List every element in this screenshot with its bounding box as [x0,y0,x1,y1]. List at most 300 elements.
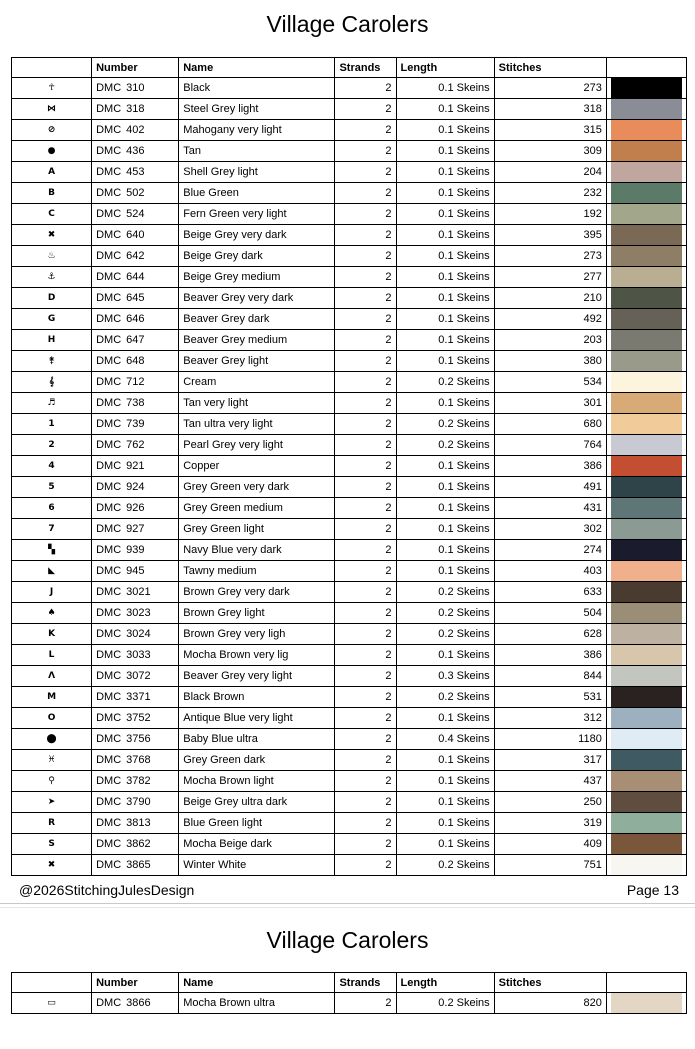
color-swatch [611,393,682,413]
color-swatch [611,330,682,350]
color-swatch-cell [606,414,686,435]
thread-name: Beaver Grey very light [179,666,335,687]
thread-name: Beaver Grey light [179,351,335,372]
color-swatch-cell [606,183,686,204]
header-length: Length [396,973,494,993]
table-row [12,225,687,246]
color-swatch-cell [606,204,686,225]
stitch-symbol-icon: ▭ [12,993,92,1014]
thread-number [92,288,179,309]
thread-number [92,330,179,351]
thread-number [92,393,179,414]
stitch-symbol-icon: 5 [12,477,92,498]
color-swatch-cell [606,498,686,519]
color-swatch [611,561,682,581]
thread-stitches: 820 [494,993,606,1014]
color-swatch [611,99,682,119]
thread-code: 310 [126,82,145,94]
page-separator-shadow [0,907,695,908]
thread-strands: 2 [335,771,396,792]
color-swatch-cell [606,834,686,855]
thread-name: Beaver Grey medium [179,330,335,351]
thread-length: 0.1 Skeins [396,645,494,666]
header-color [606,973,686,993]
thread-brand: DMC [96,124,122,136]
table-row [12,993,687,1014]
stitch-symbol-icon: ⊘ [12,120,92,141]
thread-length: 0.1 Skeins [396,498,494,519]
thread-name: Grey Green medium [179,498,335,519]
color-swatch-cell [606,162,686,183]
thread-stitches: 274 [494,540,606,561]
thread-length: 0.1 Skeins [396,120,494,141]
thread-legend-table-2 [11,972,687,1014]
thread-stitches: 492 [494,309,606,330]
thread-brand: DMC [96,82,122,94]
thread-strands: 2 [335,183,396,204]
table-row [12,99,687,120]
thread-stitches: 764 [494,435,606,456]
color-swatch-cell [606,477,686,498]
thread-brand: DMC [96,481,122,493]
thread-stitches: 318 [494,99,606,120]
stitch-symbol-icon: 6 [12,498,92,519]
thread-brand: DMC [96,523,122,535]
thread-number [92,477,179,498]
thread-number [92,120,179,141]
thread-number [92,540,179,561]
header-name: Name [179,58,335,78]
page-separator [0,903,695,904]
table-row [12,855,687,876]
thread-length: 0.1 Skeins [396,750,494,771]
color-swatch-cell [606,750,686,771]
thread-number [92,561,179,582]
thread-brand: DMC [96,754,122,766]
color-swatch [611,267,682,287]
thread-code: 645 [126,292,145,304]
thread-stitches: 437 [494,771,606,792]
thread-name: Mocha Brown light [179,771,335,792]
thread-brand: DMC [96,796,122,808]
thread-code: 453 [126,166,145,178]
thread-code: 642 [126,250,145,262]
stitch-symbol-icon: ♨ [12,246,92,267]
thread-number [92,372,179,393]
page-number: Page 13 [626,882,679,898]
thread-stitches: 380 [494,351,606,372]
color-swatch-cell [606,624,686,645]
table-row [12,708,687,729]
thread-brand: DMC [96,166,122,178]
stitch-symbol-icon: ✖ [12,225,92,246]
color-swatch [611,582,682,602]
thread-name: Beige Grey dark [179,246,335,267]
table-row [12,603,687,624]
thread-brand: DMC [96,997,122,1009]
thread-name: Tan [179,141,335,162]
color-swatch [611,78,682,98]
thread-length: 0.2 Skeins [396,624,494,645]
color-swatch-cell [606,456,686,477]
thread-number [92,855,179,876]
table-row [12,582,687,603]
thread-number [92,834,179,855]
thread-brand: DMC [96,187,122,199]
table-row [12,267,687,288]
thread-stitches: 273 [494,246,606,267]
color-swatch [611,288,682,308]
thread-length: 0.2 Skeins [396,414,494,435]
thread-name: Winter White [179,855,335,876]
color-swatch [611,993,682,1013]
thread-number [92,708,179,729]
thread-length: 0.1 Skeins [396,708,494,729]
thread-strands: 2 [335,792,396,813]
stitch-symbol-icon: Λ [12,666,92,687]
thread-number [92,750,179,771]
stitch-symbol-icon: ⚲ [12,771,92,792]
table-row [12,750,687,771]
thread-number [92,603,179,624]
thread-name: Beaver Grey dark [179,309,335,330]
thread-number [92,204,179,225]
thread-strands: 2 [335,393,396,414]
stitch-symbol-icon: 4 [12,456,92,477]
stitch-symbol-icon: J [12,582,92,603]
thread-name: Beige Grey very dark [179,225,335,246]
stitch-symbol-icon: ✖ [12,855,92,876]
thread-brand: DMC [96,670,122,682]
thread-strands: 2 [335,582,396,603]
thread-code: 3865 [126,859,151,871]
thread-brand: DMC [96,271,122,283]
thread-number [92,729,179,750]
thread-length: 0.1 Skeins [396,204,494,225]
thread-strands: 2 [335,225,396,246]
table-row [12,456,687,477]
thread-code: 402 [126,124,145,136]
thread-strands: 2 [335,834,396,855]
thread-name: Blue Green light [179,813,335,834]
table-row [12,141,687,162]
thread-brand: DMC [96,250,122,262]
thread-number [92,435,179,456]
thread-number [92,99,179,120]
thread-strands: 2 [335,435,396,456]
thread-length: 0.1 Skeins [396,246,494,267]
color-swatch-cell [606,561,686,582]
thread-stitches: 232 [494,183,606,204]
thread-number [92,687,179,708]
thread-strands: 2 [335,561,396,582]
header-color [606,58,686,78]
page-title-2: Village Carolers [266,927,429,953]
color-swatch-cell [606,225,686,246]
color-swatch-cell [606,993,686,1014]
color-swatch-cell [606,666,686,687]
table-row [12,624,687,645]
thread-strands: 2 [335,666,396,687]
thread-strands: 2 [335,288,396,309]
thread-length: 0.1 Skeins [396,456,494,477]
thread-name: Mahogany very light [179,120,335,141]
thread-strands: 2 [335,162,396,183]
color-swatch-cell [606,519,686,540]
thread-length: 0.1 Skeins [396,540,494,561]
thread-length: 0.1 Skeins [396,288,494,309]
thread-strands: 2 [335,855,396,876]
color-swatch [611,813,682,833]
header-name: Name [179,973,335,993]
thread-name: Copper [179,456,335,477]
thread-stitches: 204 [494,162,606,183]
stitch-symbol-icon: C [12,204,92,225]
thread-code: 3752 [126,712,151,724]
color-swatch [611,729,682,749]
thread-length: 0.2 Skeins [396,435,494,456]
thread-stitches: 301 [494,393,606,414]
color-swatch [611,309,682,329]
color-swatch [611,645,682,665]
thread-number [92,813,179,834]
thread-strands: 2 [335,729,396,750]
stitch-symbol-icon: R [12,813,92,834]
table-row [12,540,687,561]
thread-length: 0.1 Skeins [396,225,494,246]
color-swatch [611,204,682,224]
copyright-text: @2026StitchingJulesDesign [19,882,195,898]
color-swatch [611,414,682,434]
thread-strands: 2 [335,120,396,141]
thread-brand: DMC [96,229,122,241]
thread-brand: DMC [96,817,122,829]
thread-strands: 2 [335,624,396,645]
thread-stitches: 210 [494,288,606,309]
thread-length: 0.2 Skeins [396,582,494,603]
thread-code: 939 [126,544,145,556]
table-header-row [12,973,687,993]
thread-number [92,582,179,603]
stitch-symbol-icon: L [12,645,92,666]
table-row [12,477,687,498]
thread-name: Brown Grey very ligh [179,624,335,645]
table-row [12,687,687,708]
table-row [12,78,687,99]
header-strands: Strands [335,58,396,78]
thread-strands: 2 [335,477,396,498]
thread-number [92,351,179,372]
thread-number [92,456,179,477]
table-row [12,204,687,225]
thread-name: Brown Grey light [179,603,335,624]
thread-code: 318 [126,103,145,115]
thread-code: 646 [126,313,145,325]
table-header-row [12,58,687,78]
thread-code: 502 [126,187,145,199]
thread-code: 712 [126,376,145,388]
thread-brand: DMC [96,313,122,325]
page-title: Village Carolers [266,11,429,37]
stitch-symbol-icon: ▚ [12,540,92,561]
thread-number [92,792,179,813]
table-row [12,729,687,750]
stitch-symbol-icon: ➤ [12,792,92,813]
thread-name: Brown Grey very dark [179,582,335,603]
header-strands: Strands [335,973,396,993]
thread-name: Antique Blue very light [179,708,335,729]
thread-stitches: 317 [494,750,606,771]
thread-brand: DMC [96,838,122,850]
color-swatch-cell [606,141,686,162]
color-swatch-cell [606,855,686,876]
thread-length: 0.3 Skeins [396,666,494,687]
thread-stitches: 250 [494,792,606,813]
stitch-symbol-icon: ♬ [12,393,92,414]
thread-code: 738 [126,397,145,409]
thread-stitches: 319 [494,813,606,834]
table-row [12,414,687,435]
thread-stitches: 312 [494,708,606,729]
thread-name: Cream [179,372,335,393]
table-row [12,288,687,309]
table-row [12,498,687,519]
stitch-symbol-icon: O [12,708,92,729]
thread-brand: DMC [96,691,122,703]
thread-strands: 2 [335,750,396,771]
thread-code: 927 [126,523,145,535]
thread-strands: 2 [335,309,396,330]
stitch-symbol-icon: ◣ [12,561,92,582]
thread-brand: DMC [96,103,122,115]
thread-code: 739 [126,418,145,430]
color-swatch-cell [606,729,686,750]
table-row [12,792,687,813]
thread-strands: 2 [335,519,396,540]
thread-name: Beige Grey ultra dark [179,792,335,813]
color-swatch-cell [606,309,686,330]
stitch-symbol-icon: K [12,624,92,645]
thread-stitches: 504 [494,603,606,624]
color-swatch-cell [606,603,686,624]
thread-number [92,78,179,99]
thread-code: 3371 [126,691,151,703]
thread-code: 945 [126,565,145,577]
color-swatch-cell [606,813,686,834]
thread-length: 0.1 Skeins [396,393,494,414]
color-swatch [611,477,682,497]
color-swatch-cell [606,792,686,813]
stitch-symbol-icon: ⋈ [12,99,92,120]
thread-number [92,141,179,162]
color-swatch-cell [606,372,686,393]
stitch-symbol-icon: D [12,288,92,309]
thread-brand: DMC [96,502,122,514]
stitch-symbol-icon: ♓ [12,750,92,771]
thread-number [92,624,179,645]
thread-code: 3866 [126,997,151,1009]
header-stitches: Stitches [494,58,606,78]
thread-name: Mocha Beige dark [179,834,335,855]
color-swatch-cell [606,771,686,792]
stitch-symbol-icon: ⬤ [12,729,92,750]
thread-number [92,309,179,330]
stitch-symbol-icon: 7 [12,519,92,540]
thread-brand: DMC [96,292,122,304]
thread-length: 0.1 Skeins [396,99,494,120]
thread-length: 0.1 Skeins [396,162,494,183]
stitch-symbol-icon: 2 [12,435,92,456]
thread-strands: 2 [335,687,396,708]
thread-name: Tan ultra very light [179,414,335,435]
thread-strands: 2 [335,813,396,834]
thread-code: 921 [126,460,145,472]
thread-stitches: 628 [494,624,606,645]
color-swatch [611,141,682,161]
thread-number [92,498,179,519]
thread-strands: 2 [335,372,396,393]
color-swatch-cell [606,120,686,141]
table-row [12,771,687,792]
header-number: Number [92,58,179,78]
stitch-symbol-icon: ♠ [12,603,92,624]
color-swatch-cell [606,351,686,372]
thread-stitches: 1180 [494,729,606,750]
thread-length: 0.2 Skeins [396,603,494,624]
thread-name: Grey Green very dark [179,477,335,498]
thread-stitches: 277 [494,267,606,288]
thread-name: Beige Grey medium [179,267,335,288]
table-row [12,666,687,687]
color-swatch [611,246,682,266]
thread-brand: DMC [96,145,122,157]
thread-length: 0.1 Skeins [396,351,494,372]
stitch-symbol-icon: G [12,309,92,330]
thread-name: Mocha Brown very lig [179,645,335,666]
table-row [12,372,687,393]
table-row [12,561,687,582]
thread-number [92,267,179,288]
color-swatch-cell [606,687,686,708]
thread-number [92,414,179,435]
stitch-symbol-icon: ⚵ [12,351,92,372]
stitch-symbol-icon: ☥ [12,78,92,99]
thread-stitches: 386 [494,645,606,666]
thread-stitches: 386 [494,456,606,477]
thread-strands: 2 [335,645,396,666]
thread-stitches: 531 [494,687,606,708]
color-swatch-cell [606,645,686,666]
color-swatch [611,666,682,686]
thread-name: Steel Grey light [179,99,335,120]
thread-length: 0.1 Skeins [396,141,494,162]
color-swatch-cell [606,330,686,351]
thread-code: 3072 [126,670,151,682]
thread-code: 3813 [126,817,151,829]
thread-stitches: 633 [494,582,606,603]
thread-code: 3782 [126,775,151,787]
thread-strands: 2 [335,456,396,477]
thread-name: Tan very light [179,393,335,414]
thread-strands: 2 [335,603,396,624]
table-row [12,519,687,540]
thread-stitches: 395 [494,225,606,246]
thread-strands: 2 [335,330,396,351]
thread-stitches: 203 [494,330,606,351]
thread-name: Navy Blue very dark [179,540,335,561]
color-swatch-cell [606,582,686,603]
stitch-symbol-icon: H [12,330,92,351]
